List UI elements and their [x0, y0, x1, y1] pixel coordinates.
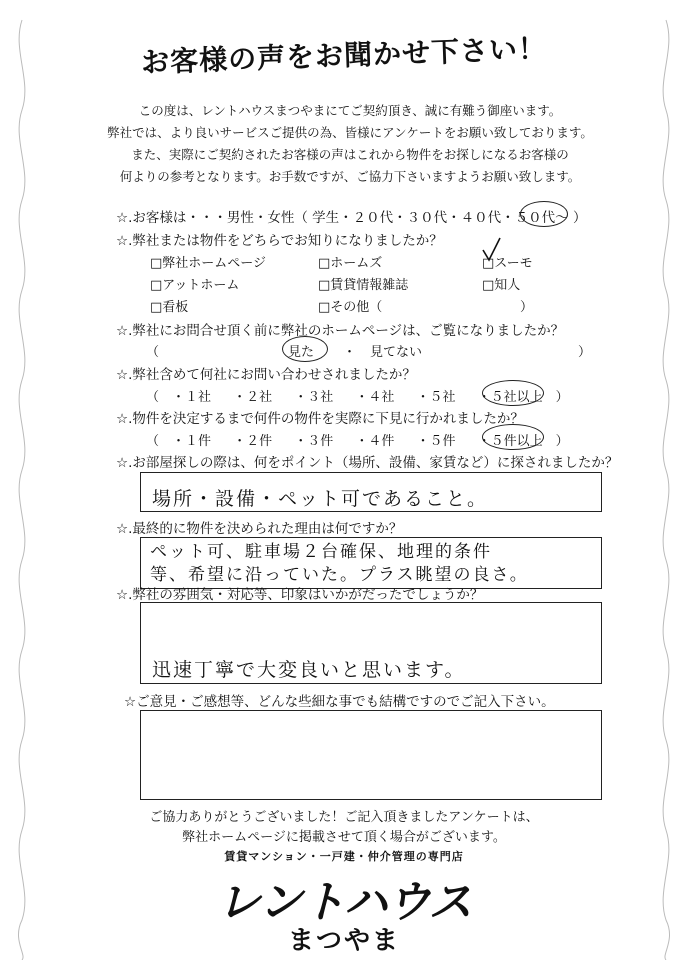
brand-tagline: 賃貸マンション・一戸建・仲介管理の専門店 — [224, 850, 464, 863]
paren-close: ） — [578, 345, 592, 360]
separator: ・ — [343, 345, 357, 360]
option-other[interactable]: □その他（ — [318, 300, 383, 315]
intro-text — [100, 100, 600, 188]
options-properties[interactable]: （ ・１件 ・２件 ・３件 ・４件 ・５件 ・５件以上 ） — [146, 434, 569, 449]
handwritten-answer-line: ペット可、駐車場２台確保、地理的条件 — [150, 542, 492, 562]
question-gender-age: ☆.お客様は・・・男性・女性（ 学生・２０代・３０代・４０代・５０代～ ） — [116, 210, 587, 226]
intro-line: この度は、レントハウスまつやまにてご契約頂き、誠に有難う御座います。 — [138, 103, 562, 118]
option-homes[interactable]: □ホームズ — [318, 256, 383, 271]
circle-mark — [282, 336, 328, 362]
footer-thanks: ご協力ありがとうございました！ご記入頂きましたアンケートは、 — [149, 810, 539, 825]
question-viewed-homepage: ☆.弊社にお問合せ頂く前に弊社のホームページは、ご覧になりましたか？ — [116, 323, 565, 339]
option-company-homepage[interactable]: □弊社ホームページ — [150, 256, 267, 271]
circle-mark — [520, 201, 568, 227]
option-viewed[interactable]: 見た — [288, 345, 315, 360]
question-properties-viewed: ☆.物件を決定するまで何件の物件を実際に下見に行かれましたか？ — [116, 411, 524, 427]
handwritten-answer: 場所・設備・ペット可であること。 — [152, 488, 489, 510]
handwritten-answer-line: 等、希望に沿っていた。プラス眺望の良さ。 — [150, 565, 529, 585]
check-mark-icon — [480, 236, 504, 264]
paren-open: （ — [146, 345, 160, 360]
option-rental-magazine[interactable]: □賃貸情報雑誌 — [318, 278, 409, 293]
question-search-points: ☆.お部屋探しの際は、何をポイント（場所、設備、家賃など）に探されましたか？ — [116, 455, 619, 471]
brand-logo-sub: まつやま — [287, 926, 400, 956]
question-comments: ☆ご意見・ご感想等、どんな些細な事でも結構ですのでご記入下さい。 — [124, 694, 555, 710]
brand-logo: レントハウス — [216, 877, 472, 928]
option-acquaintance[interactable]: □知人 — [482, 278, 521, 293]
question-companies-contacted: ☆.弊社含めて何社にお問い合わせされましたか？ — [116, 367, 416, 383]
options-companies[interactable]: （ ・１社 ・２社 ・３社 ・４社 ・５社 ・５社以上 ） — [146, 390, 569, 405]
footer-note: 弊社ホームページに掲載させて頂く場合がございます。 — [182, 830, 506, 845]
question-impression: ☆.弊社の雰囲気・対応等、印象はいかがだったでしょうか？ — [116, 587, 484, 603]
intro-line: 弊社では、より良いサービスご提供の為、皆様にアンケートをお願い致しております。 — [107, 125, 593, 140]
answer-box-comments[interactable] — [140, 710, 602, 800]
circle-mark — [482, 424, 544, 450]
page-title: お客様の声をお聞かせ下さい！ — [140, 31, 548, 80]
handwritten-answer: 迅速丁寧で大変良いと思います。 — [152, 659, 466, 681]
question-how-found: ☆.弊社または物件をどちらでお知りになりましたか？ — [116, 233, 443, 249]
intro-line: 何よりの参考となります。お手数ですが、ご協力下さいますようお願い致します。 — [119, 169, 581, 184]
option-other-close: ） — [520, 300, 534, 315]
option-suumo[interactable]: □スーモ — [482, 256, 533, 271]
option-athome[interactable]: □アットホーム — [150, 278, 240, 293]
question-deciding-reason: ☆.最終的に物件を決められた理由は何ですか？ — [116, 521, 403, 537]
option-not-viewed[interactable]: 見てない — [370, 345, 423, 360]
intro-line: また、実際にご契約されたお客様の声はこれから物件をお探しになるお客様の — [131, 147, 569, 162]
circle-mark — [482, 380, 544, 406]
option-signboard[interactable]: □看板 — [150, 300, 189, 315]
